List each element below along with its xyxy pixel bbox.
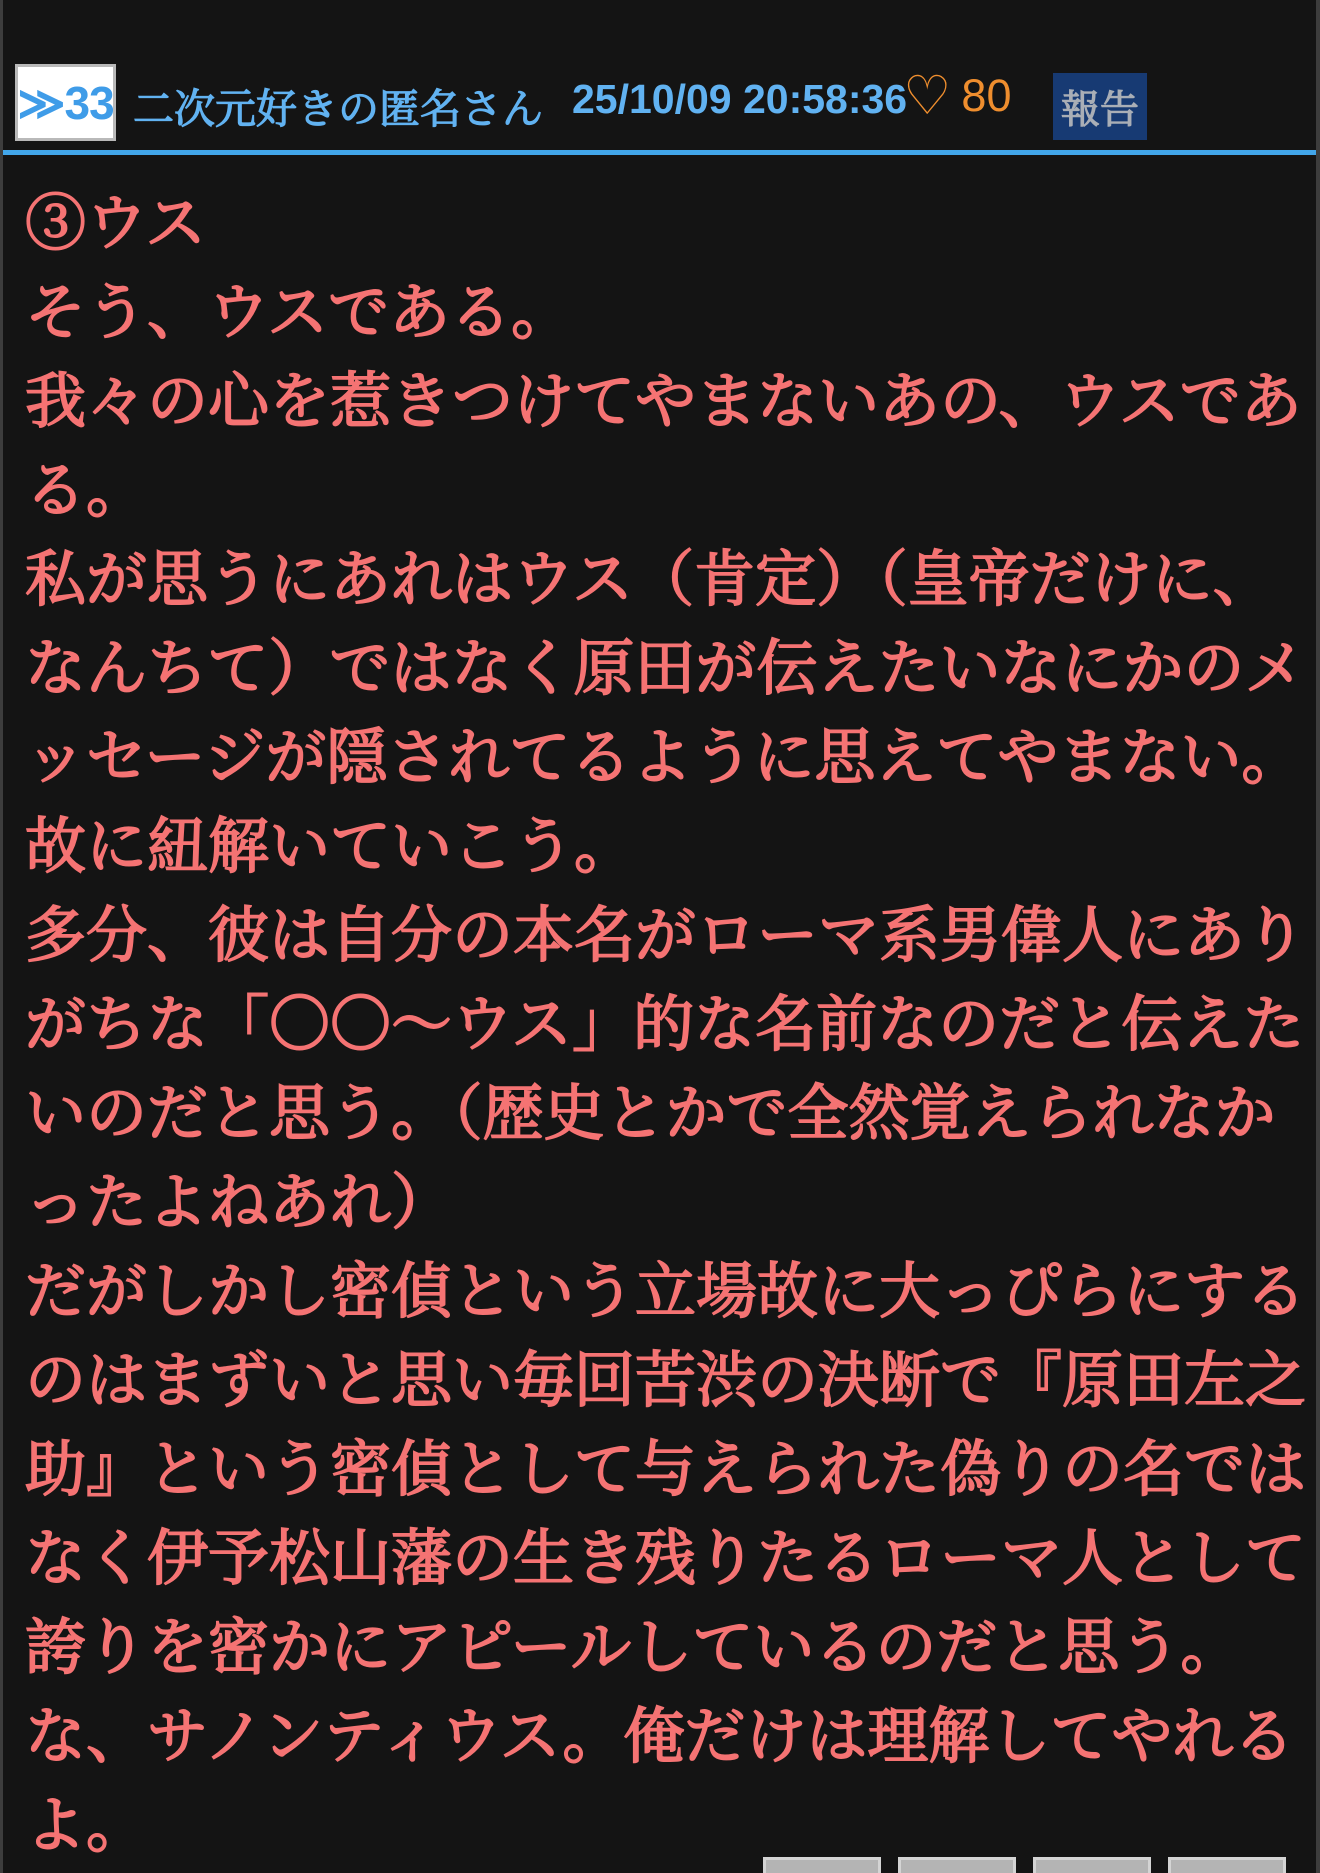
body-line: 多分、彼は自分の本名がローマ系男偉人にあり bbox=[25, 901, 1307, 969]
body-line: 誇りを密かにアピールしているのだと思う。 bbox=[25, 1613, 1242, 1681]
post-number-box[interactable] bbox=[15, 64, 116, 141]
like-control[interactable] bbox=[903, 66, 1011, 126]
body-line: ったよねあれ） bbox=[25, 1168, 453, 1236]
report-button[interactable]: 報告 bbox=[1053, 73, 1147, 140]
post-body bbox=[3, 155, 1316, 1870]
body-line: 私が思うにあれはウス（肯定）（皇帝だけに、 bbox=[25, 545, 1274, 613]
body-line: ③ウス bbox=[25, 189, 207, 257]
reaction-stamp-button[interactable] bbox=[1168, 1857, 1286, 1873]
like-count: 80 bbox=[961, 70, 1012, 121]
reaction-stamp-button[interactable] bbox=[1033, 1857, 1151, 1873]
body-line: ッセージが隠されてるように思えてやまない。 bbox=[25, 723, 1303, 791]
body-line: 故に紐解いていこう。 bbox=[25, 812, 636, 880]
post-timestamp: 25/10/09 20:58:36 bbox=[572, 76, 908, 122]
heart-icon: ♡ bbox=[903, 66, 952, 126]
body-line: な、サノンティウス。俺だけは理解してやれる bbox=[25, 1702, 1295, 1770]
body-line: る。 bbox=[25, 456, 148, 524]
comment-post bbox=[3, 0, 1316, 1870]
body-line: 我々の心を惹きつけてやまないあの、ウスであ bbox=[25, 367, 1302, 435]
reaction-stamp-button[interactable] bbox=[763, 1857, 881, 1873]
body-line: だがしかし密偵という立場故に大っぴらにする bbox=[25, 1257, 1307, 1325]
post-number: ≫33 bbox=[17, 76, 114, 129]
body-line: いのだと思う。（歴史とかで全然覚えられなか bbox=[25, 1079, 1276, 1147]
body-line: 助』という密偵として与えられた偽りの名では bbox=[25, 1435, 1307, 1503]
reaction-stamp-button[interactable] bbox=[898, 1857, 1016, 1873]
body-line: よ。 bbox=[25, 1791, 148, 1859]
reaction-stamp-row bbox=[763, 1857, 1286, 1873]
body-line: のはまずいと思い毎回苦渋の決断で『原田左之 bbox=[25, 1346, 1307, 1414]
body-line: なんちて）ではなく原田が伝えたいなにかのメ bbox=[25, 634, 1306, 702]
body-line: がちな「〇〇〜ウス」的な名前なのだと伝えた bbox=[25, 990, 1305, 1058]
body-line: なく伊予松山藩の生き残りたるローマ人として bbox=[25, 1524, 1307, 1592]
post-header bbox=[3, 0, 1316, 150]
body-line: そう、ウスである。 bbox=[25, 278, 573, 346]
author-name: 二次元好きの匿名さん bbox=[133, 86, 543, 132]
